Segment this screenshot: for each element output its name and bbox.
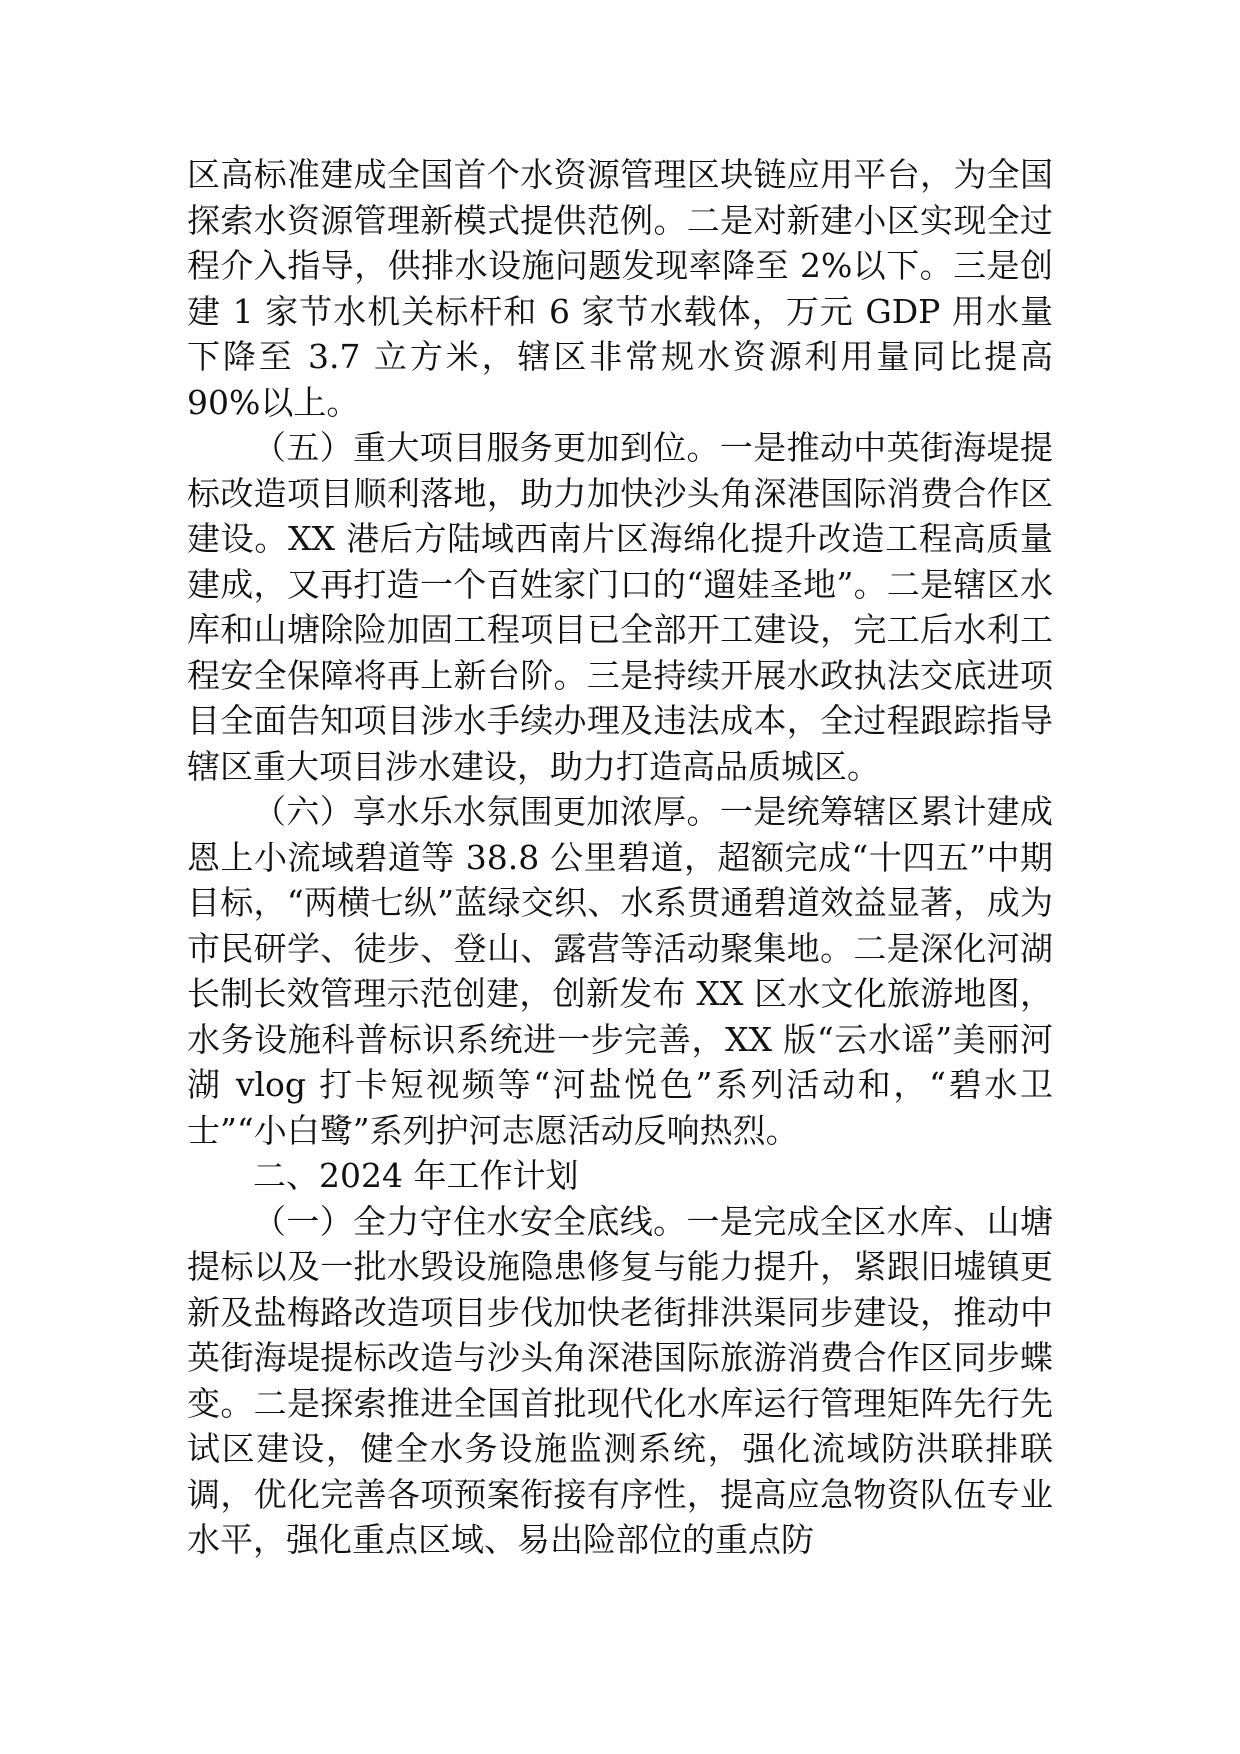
paragraph-major-projects: （五）重大项目服务更加到位。一是推动中英街海堤提标改造项目顺利落地，助力加快沙头角深港国际消费合作区建设。XX 港后方陆域西南片区海绵化提升改造工程高质量建成，又再打造一个百姓家门口的“遛娃圣地”。二是辖区水库和山塘除险加固工程项目已全部开工建设，完工后水利工程安全保障将再上新台阶。三是持续开展水政执法交底进项目全面告知项目涉水手续办理及违法成本，全过程跟踪指导辖区重大项目涉水建设，助力打造高品质城区。 [187,428,1053,786]
document-page [187,152,1053,1563]
paragraph-water-safety: （一）全力守住水安全底线。一是完成全区水库、山塘提标以及一批水毁设施隐患修复与能力提升，紧跟旧墟镇更新及盐梅路改造项目步伐加快老街排洪渠同步建设，推动中英街海堤提标改造与沙头角深港国际旅游消费合作区同步蝶变。二是探索推进全国首批现代化水库运行管理矩阵先行先试区建设，健全水务设施监测系统，强化流域防洪联排联调，优化完善各项预案衔接有序性，提高应急物资队伍专业水平，强化重点区域、易出险部位的重点防 [187,1201,1053,1559]
section-heading-2024-plan: 二、2024 年工作计划 [253,1156,579,1195]
paragraph-water-culture: （六）享水乐水氛围更加浓厚。一是统筹辖区累计建成恩上小流域碧道等 38.8 公里碧道，超额完成“十四五”中期目标，“两横七纵”蓝绿交织、水系贯通碧道效益显著，成为市民研学、徒步、登山、露营等活动聚集地。二是深化河湖长制长效管理示范创建，创新发布 XX 区水文化旅游地图，水务设施科普标识系统进一步完善，XX 版“云水谣”美丽河湖 vlog 打卡短视频等“河盐悦色”系列活动和，“碧水卫士”“小白鹭”系列护河志愿活动反响热烈。 [187,792,1053,1150]
paragraph-water-resources: 区高标准建成全国首个水资源管理区块链应用平台，为全国探索水资源管理新模式提供范例。二是对新建小区实现全过程介入指导，供排水设施问题发现率降至 2%以下。三是创建 1 家节水机关标杆和 6 家节水载体，万元 GDP 用水量下降至 3.7 立方米，辖区非常规水资源利用量同比提高 90%以上。 [187,155,1053,422]
